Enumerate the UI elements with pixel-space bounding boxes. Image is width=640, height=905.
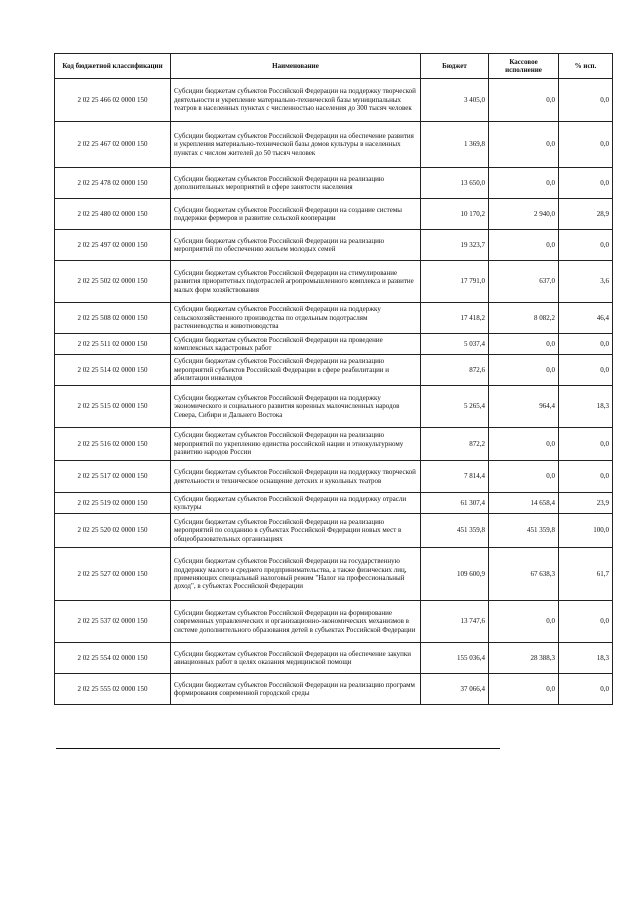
code-cell: 2 02 25 527 02 0000 150 — [55, 548, 171, 601]
code-cell: 2 02 25 519 02 0000 150 — [55, 493, 171, 514]
percent-cell: 0,0 — [559, 601, 613, 643]
table-row — [55, 601, 613, 643]
table-row — [55, 79, 613, 122]
percent-cell: 28,9 — [559, 199, 613, 230]
budget-cell: 17 791,0 — [421, 261, 489, 303]
code-cell: 2 02 25 516 02 0000 150 — [55, 428, 171, 461]
budget-cell: 109 600,9 — [421, 548, 489, 601]
table-row — [55, 674, 613, 705]
executed-cell: 0,0 — [489, 461, 559, 493]
executed-cell: 0,0 — [489, 601, 559, 643]
percent-cell: 0,0 — [559, 122, 613, 168]
table-row — [55, 261, 613, 303]
budget-cell: 155 036,4 — [421, 643, 489, 674]
executed-cell: 0,0 — [489, 355, 559, 386]
budget-cell: 10 170,2 — [421, 199, 489, 230]
name-cell: Субсидии бюджетам субъектов Российской Федерации на реализацию мероприятий по укреплению единства российской нации и этнокультурному развитию народов России — [171, 428, 421, 461]
code-cell: 2 02 25 511 02 0000 150 — [55, 334, 171, 355]
code-cell: 2 02 25 515 02 0000 150 — [55, 386, 171, 428]
percent-cell: 0,0 — [559, 168, 613, 199]
budget-cell: 7 814,4 — [421, 461, 489, 493]
budget-cell: 19 323,7 — [421, 230, 489, 261]
table-row — [55, 428, 613, 461]
table-row — [55, 122, 613, 168]
name-cell: Субсидии бюджетам субъектов Российской Федерации на поддержку отрасли культуры — [171, 493, 421, 514]
budget-cell: 13 650,0 — [421, 168, 489, 199]
name-cell: Субсидии бюджетам субъектов Российской Федерации на проведение комплексных кадастровых работ — [171, 334, 421, 355]
table-row — [55, 230, 613, 261]
name-cell: Субсидии бюджетам субъектов Российской Федерации на создание системы поддержки фермеров и развитие сельской кооперации — [171, 199, 421, 230]
executed-cell: 2 940,0 — [489, 199, 559, 230]
executed-cell: 964,4 — [489, 386, 559, 428]
code-cell: 2 02 25 517 02 0000 150 — [55, 461, 171, 493]
budget-cell: 5 265,4 — [421, 386, 489, 428]
percent-cell: 0,0 — [559, 79, 613, 122]
budget-cell: 872,2 — [421, 428, 489, 461]
budget-cell: 3 405,0 — [421, 79, 489, 122]
budget-cell: 17 418,2 — [421, 303, 489, 334]
budget-cell: 5 037,4 — [421, 334, 489, 355]
budget-cell: 37 066,4 — [421, 674, 489, 705]
name-cell: Субсидии бюджетам субъектов Российской Федерации на поддержку творческой деятельности и укрепление материально-технической базы муниципальных театров в населенных пунктах с численностью населения до 300 тысяч человек — [171, 79, 421, 122]
table-row — [55, 199, 613, 230]
code-cell: 2 02 25 467 02 0000 150 — [55, 122, 171, 168]
bottom-rule-line — [56, 748, 500, 749]
code-cell: 2 02 25 478 02 0000 150 — [55, 168, 171, 199]
header-percent: % исп. — [559, 54, 613, 79]
budget-table — [54, 53, 613, 705]
table-body — [55, 79, 613, 705]
percent-cell: 100,0 — [559, 514, 613, 548]
name-cell: Субсидии бюджетам субъектов Российской Федерации на поддержку сельскохозяйственного производства по отдельным подотраслям растениеводства и животноводства — [171, 303, 421, 334]
code-cell: 2 02 25 466 02 0000 150 — [55, 79, 171, 122]
code-cell: 2 02 25 554 02 0000 150 — [55, 643, 171, 674]
name-cell: Субсидии бюджетам субъектов Российской Федерации на реализацию программ формирования современной городской среды — [171, 674, 421, 705]
percent-cell: 0,0 — [559, 428, 613, 461]
percent-cell: 18,3 — [559, 643, 613, 674]
table-row — [55, 303, 613, 334]
table-row — [55, 643, 613, 674]
header-executed: Кассовое исполнение — [489, 54, 559, 79]
name-cell: Субсидии бюджетам субъектов Российской Федерации на реализацию мероприятий по обеспечению жильем молодых семей — [171, 230, 421, 261]
table-row — [55, 386, 613, 428]
executed-cell: 0,0 — [489, 674, 559, 705]
percent-cell: 0,0 — [559, 334, 613, 355]
percent-cell: 18,3 — [559, 386, 613, 428]
name-cell: Субсидии бюджетам субъектов Российской Федерации на реализацию дополнительных мероприятий в сфере занятости населения — [171, 168, 421, 199]
header-budget: Бюджет — [421, 54, 489, 79]
budget-cell: 451 359,8 — [421, 514, 489, 548]
executed-cell: 0,0 — [489, 122, 559, 168]
header-name: Наименование — [171, 54, 421, 79]
executed-cell: 0,0 — [489, 79, 559, 122]
executed-cell: 8 082,2 — [489, 303, 559, 334]
executed-cell: 67 638,3 — [489, 548, 559, 601]
name-cell: Субсидии бюджетам субъектов Российской Федерации на стимулирование развития приоритетных подотраслей агропромышленного комплекса и развитие малых форм хозяйствования — [171, 261, 421, 303]
code-cell: 2 02 25 520 02 0000 150 — [55, 514, 171, 548]
budget-cell: 13 747,6 — [421, 601, 489, 643]
percent-cell: 0,0 — [559, 674, 613, 705]
header-code: Код бюджетной классификации — [55, 54, 171, 79]
executed-cell: 0,0 — [489, 334, 559, 355]
table-row — [55, 334, 613, 355]
executed-cell: 0,0 — [489, 168, 559, 199]
name-cell: Субсидии бюджетам субъектов Российской Федерации на государственную поддержку малого и среднего предпринимательства, а также физических лиц, применяющих специальный налоговый режим "Налог на профессиональный доход", в субъектах Российской Федерации — [171, 548, 421, 601]
budget-cell: 61 307,4 — [421, 493, 489, 514]
table-header-row — [55, 54, 613, 79]
executed-cell: 0,0 — [489, 230, 559, 261]
code-cell: 2 02 25 502 02 0000 150 — [55, 261, 171, 303]
executed-cell: 0,0 — [489, 428, 559, 461]
executed-cell: 451 359,8 — [489, 514, 559, 548]
code-cell: 2 02 25 497 02 0000 150 — [55, 230, 171, 261]
name-cell: Субсидии бюджетам субъектов Российской Федерации на поддержку экономического и социального развития коренных малочисленных народов Севера, Сибири и Дальнего Востока — [171, 386, 421, 428]
table-row — [55, 493, 613, 514]
code-cell: 2 02 25 537 02 0000 150 — [55, 601, 171, 643]
budget-cell: 872,6 — [421, 355, 489, 386]
budget-cell: 1 369,8 — [421, 122, 489, 168]
code-cell: 2 02 25 514 02 0000 150 — [55, 355, 171, 386]
name-cell: Субсидии бюджетам субъектов Российской Федерации на поддержку творческой деятельности и техническое оснащение детских и кукольных театров — [171, 461, 421, 493]
percent-cell: 46,4 — [559, 303, 613, 334]
table-row — [55, 168, 613, 199]
percent-cell: 0,0 — [559, 355, 613, 386]
table-row — [55, 461, 613, 493]
code-cell: 2 02 25 555 02 0000 150 — [55, 674, 171, 705]
code-cell: 2 02 25 508 02 0000 150 — [55, 303, 171, 334]
table-row — [55, 514, 613, 548]
percent-cell: 0,0 — [559, 461, 613, 493]
code-cell: 2 02 25 480 02 0000 150 — [55, 199, 171, 230]
percent-cell: 3,6 — [559, 261, 613, 303]
executed-cell: 14 658,4 — [489, 493, 559, 514]
executed-cell: 637,0 — [489, 261, 559, 303]
name-cell: Субсидии бюджетам субъектов Российской Федерации на формирование современных управленческих и организационно-экономических механизмов в системе дополнительного образования детей в субъектах Российской Федерации — [171, 601, 421, 643]
name-cell: Субсидии бюджетам субъектов Российской Федерации на реализацию мероприятий субъектов Российской Федерации в сфере реабилитации и абилитации инвалидов — [171, 355, 421, 386]
table-row — [55, 548, 613, 601]
executed-cell: 28 388,3 — [489, 643, 559, 674]
table-row — [55, 355, 613, 386]
percent-cell: 23,9 — [559, 493, 613, 514]
percent-cell: 61,7 — [559, 548, 613, 601]
name-cell: Субсидии бюджетам субъектов Российской Федерации на обеспечение развития и укрепления материально-технической базы домов культуры в населенных пунктах с числом жителей до 50 тысяч человек — [171, 122, 421, 168]
name-cell: Субсидии бюджетам субъектов Российской Федерации на реализацию мероприятий по созданию в субъектах Российской Федерации новых мест в общеобразовательных организациях — [171, 514, 421, 548]
percent-cell: 0,0 — [559, 230, 613, 261]
name-cell: Субсидии бюджетам субъектов Российской Федерации на обеспечение закупки авиационных работ в целях оказания медицинской помощи — [171, 643, 421, 674]
